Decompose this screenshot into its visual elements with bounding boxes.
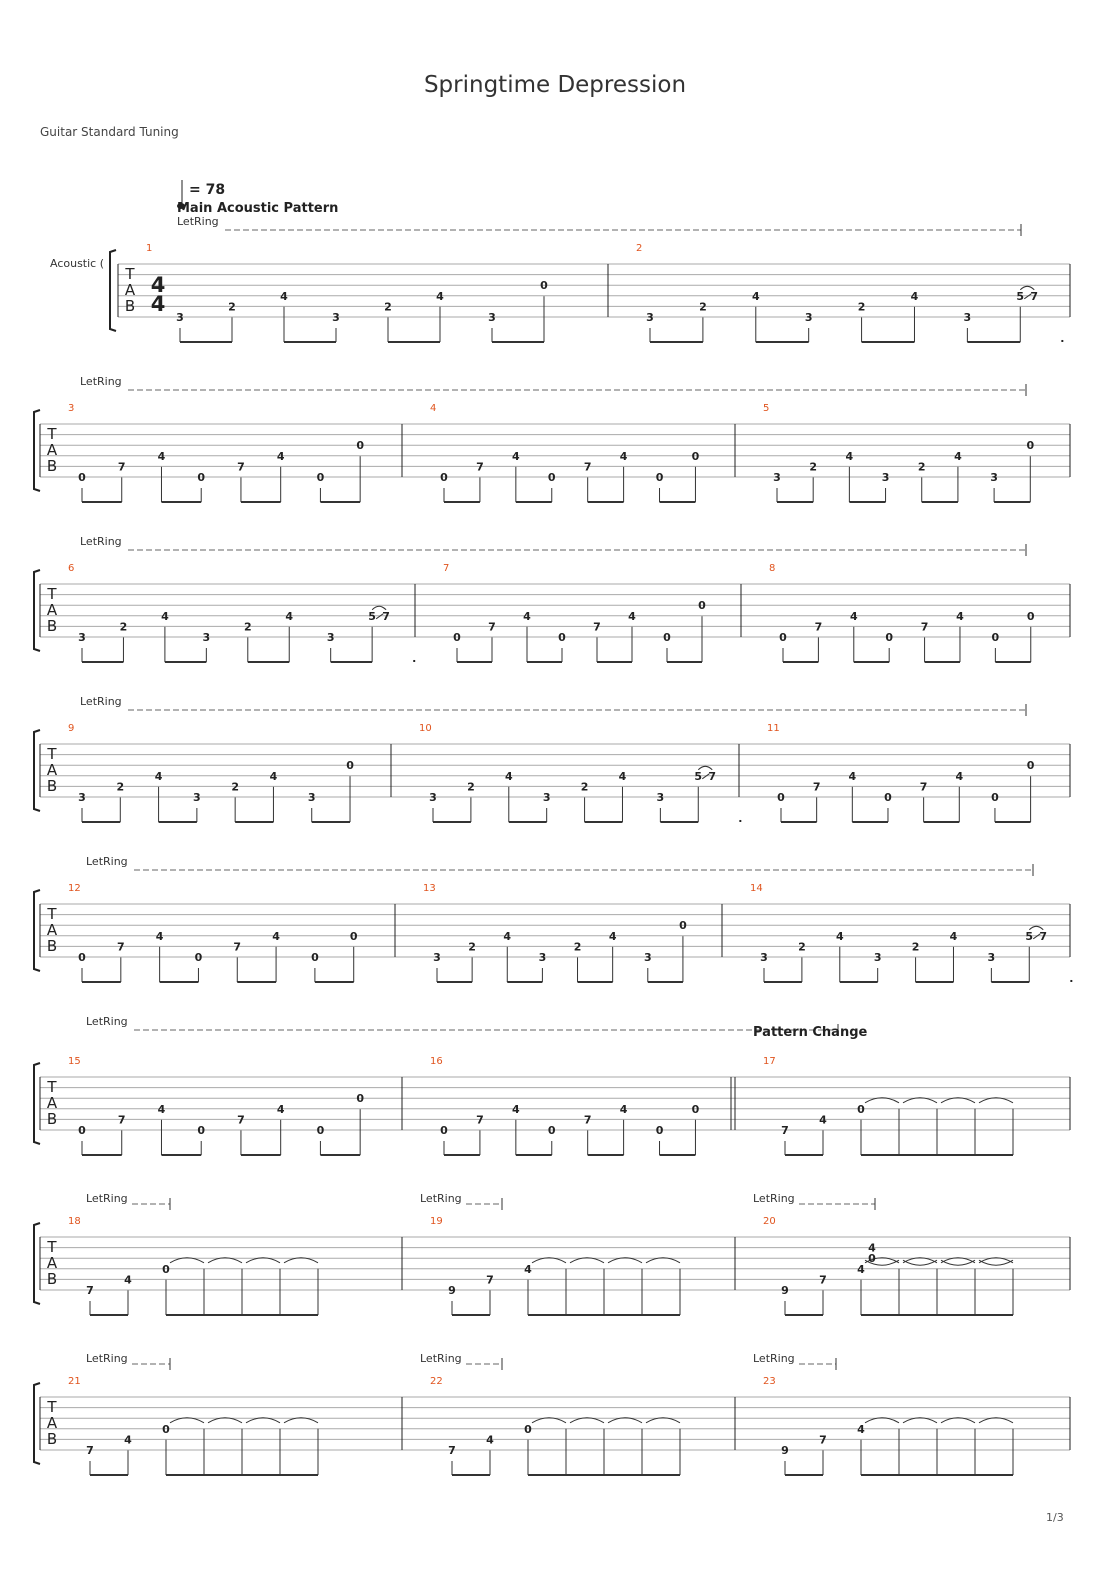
- tab-clef-letter: A: [46, 921, 58, 939]
- fret-number: 4: [619, 1102, 628, 1116]
- let-ring-label: LetRing: [80, 695, 122, 708]
- fret-number: 3: [193, 791, 201, 804]
- let-ring-label: LetRing: [420, 1192, 462, 1205]
- fret-number: 4: [954, 449, 962, 463]
- fret-number: 0: [316, 1124, 325, 1137]
- fret-number: 0: [991, 631, 1000, 644]
- fret-number: 7: [117, 460, 126, 474]
- fret-number: 4: [955, 769, 964, 783]
- fret-number: 3: [873, 951, 882, 964]
- song-title: Springtime Depression: [423, 72, 687, 98]
- tab-clef-letter: T: [47, 1238, 57, 1256]
- fret-number: 4: [157, 449, 166, 463]
- tab-clef-letter: B: [46, 1430, 58, 1448]
- fret-number: 3: [646, 311, 654, 324]
- fret-number: 7: [233, 940, 242, 954]
- page-number: 1/3: [1046, 1511, 1064, 1524]
- fret-number: 0: [1026, 759, 1035, 773]
- dot-mark: .: [412, 652, 417, 665]
- fret-number: 7: [819, 1433, 827, 1447]
- tab-clef-letter: B: [124, 297, 136, 315]
- fret-number: 2: [116, 780, 125, 794]
- fret-number: 4: [835, 929, 844, 943]
- let-ring-label: LetRing: [86, 855, 128, 868]
- fret-number: 9: [781, 1284, 789, 1297]
- fret-number: 3: [987, 951, 996, 964]
- fret-number: 2: [911, 940, 920, 954]
- fret-number: 3: [990, 471, 998, 484]
- fret-number: 7: [237, 1113, 245, 1127]
- fret-number: 0: [440, 471, 448, 484]
- fret-number: 2: [468, 940, 476, 954]
- fret-number: 0: [78, 471, 86, 484]
- fret-number: 5: [1016, 289, 1025, 303]
- measure-number: 10: [419, 723, 432, 734]
- system-bracket: [34, 410, 40, 491]
- let-ring-label: LetRing: [420, 1352, 462, 1365]
- fret-number: 4: [956, 609, 964, 623]
- system-bracket: [34, 570, 40, 651]
- let-ring-label: LetRing: [753, 1192, 795, 1205]
- fret-number: 4: [272, 929, 280, 943]
- fret-number: 4: [857, 1262, 865, 1276]
- tab-clef-letter: A: [46, 1254, 58, 1272]
- measure-number: 11: [767, 723, 780, 734]
- fret-number: 3: [78, 631, 86, 644]
- fret-number: 0: [194, 951, 203, 964]
- fret-number: 3: [643, 951, 652, 964]
- fret-number: 4: [819, 1113, 827, 1127]
- tab-clef-letter: T: [47, 905, 57, 923]
- dot-mark: .: [738, 812, 743, 825]
- tab-clef-letter: B: [46, 617, 58, 635]
- fret-number: 4: [628, 609, 636, 623]
- fret-number: 0: [1026, 439, 1035, 453]
- fret-number: 9: [448, 1284, 456, 1297]
- fret-number: 3: [326, 631, 335, 644]
- fret-number: 3: [804, 311, 813, 324]
- fret-number: 0: [311, 951, 319, 964]
- fret-number: 7: [919, 780, 928, 794]
- measure-number: 23: [763, 1376, 776, 1387]
- fret-number: 2: [917, 460, 926, 474]
- track-name: Acoustic (: [50, 257, 105, 270]
- let-ring-label: LetRing: [177, 215, 219, 228]
- fret-number: 0: [316, 471, 325, 484]
- tab-clef-letter: A: [124, 281, 136, 299]
- fret-number: 7: [814, 620, 823, 634]
- fret-number: 4: [486, 1433, 494, 1447]
- tie-arc: [941, 1260, 975, 1265]
- let-ring-label: LetRing: [86, 1015, 128, 1028]
- fret-number: 0: [540, 279, 548, 293]
- fret-number: 2: [231, 780, 239, 794]
- fret-number: 2: [580, 780, 589, 794]
- fret-number: 2: [573, 940, 582, 954]
- measure-number: 2: [636, 243, 643, 254]
- fret-number: 2: [228, 300, 236, 314]
- system-bracket: [110, 250, 116, 331]
- measure-number: 4: [430, 403, 437, 414]
- tab-clef-letter: T: [47, 1078, 57, 1096]
- fret-number: 3: [429, 791, 437, 804]
- fret-number: 7: [486, 1273, 494, 1287]
- fret-number: 4: [618, 769, 627, 783]
- fret-number: 3: [307, 791, 316, 804]
- fret-number: 7: [448, 1444, 456, 1457]
- tab-clef-letter: T: [47, 1398, 57, 1416]
- tempo-marking: = 78: [189, 182, 226, 198]
- fret-number: 4: [154, 769, 163, 783]
- fret-number: 3: [773, 471, 781, 484]
- tie-arc: [979, 1260, 1013, 1265]
- fret-number: 2: [798, 940, 806, 954]
- fret-number: 4: [280, 289, 288, 303]
- tab-clef-letter: B: [46, 937, 58, 955]
- fret-number: 4: [848, 769, 857, 783]
- measure-number: 21: [68, 1376, 81, 1387]
- fret-number: 7: [488, 620, 496, 634]
- fret-number: 4: [157, 1102, 166, 1116]
- fret-number: 4: [608, 929, 617, 943]
- measure-number: 15: [68, 1056, 81, 1067]
- fret-number: 3: [78, 791, 86, 804]
- fret-number: 7: [382, 609, 390, 623]
- fret-number: 0: [558, 631, 566, 644]
- fret-number: 7: [237, 460, 245, 474]
- measure-number: 22: [430, 1376, 443, 1387]
- fret-number: 4: [155, 929, 164, 943]
- measure-number: 5: [763, 403, 770, 414]
- fret-number: 0: [663, 631, 671, 644]
- time-signature-top: 4: [150, 273, 166, 297]
- fret-number: 7: [812, 780, 821, 794]
- tab-clef-letter: B: [46, 777, 58, 795]
- measure-number: 12: [68, 883, 81, 894]
- fret-number: 3: [542, 791, 551, 804]
- dot-mark: .: [1069, 972, 1074, 985]
- fret-number: 4: [124, 1273, 132, 1287]
- tie-arc: [903, 1260, 937, 1265]
- fret-number: 0: [78, 1124, 86, 1137]
- measure-number: 20: [763, 1216, 776, 1227]
- fret-number: 4: [124, 1433, 132, 1447]
- system-bracket: [34, 890, 40, 971]
- fret-number: 0: [884, 791, 892, 804]
- fret-number: 4: [910, 289, 919, 303]
- fret-number: 0: [698, 599, 706, 613]
- fret-number: 7: [593, 620, 601, 634]
- fret-number: 9: [781, 1444, 789, 1457]
- fret-number: 3: [202, 631, 211, 644]
- fret-number: 5: [368, 609, 376, 623]
- fret-number: 4: [512, 1102, 520, 1116]
- system-bracket: [34, 1063, 40, 1144]
- fret-number: 4: [276, 1102, 285, 1116]
- fret-number: 0: [547, 1124, 556, 1137]
- fret-number: 3: [433, 951, 441, 964]
- tab-clef-letter: T: [47, 585, 57, 603]
- system-bracket: [34, 730, 40, 811]
- fret-number: 7: [476, 460, 484, 474]
- fret-number: 0: [440, 1124, 448, 1137]
- fret-number: 7: [86, 1444, 94, 1457]
- fret-number: 2: [857, 300, 866, 314]
- fret-number: 4: [523, 609, 531, 623]
- fret-number: 0: [356, 1092, 364, 1106]
- measure-number: 7: [443, 563, 450, 574]
- fret-number: 3: [881, 471, 890, 484]
- measure-number: 19: [430, 1216, 443, 1227]
- fret-number: 7: [819, 1273, 827, 1287]
- tab-clef-letter: B: [46, 457, 58, 475]
- measure-number: 16: [430, 1056, 443, 1067]
- fret-number: 0: [197, 1124, 206, 1137]
- tab-clef-letter: B: [46, 1110, 58, 1128]
- fret-number: 0: [691, 1102, 700, 1116]
- fret-number: 2: [809, 460, 818, 474]
- fret-number: 4: [845, 449, 854, 463]
- tab-clef-letter: A: [46, 441, 58, 459]
- fret-number: 4: [285, 609, 294, 623]
- let-ring-label: LetRing: [86, 1352, 128, 1365]
- fret-number: 4: [849, 609, 858, 623]
- section-label: Main Acoustic Pattern: [177, 201, 339, 216]
- fret-number: 4: [524, 1262, 532, 1276]
- tuning-label: Guitar Standard Tuning: [40, 125, 179, 139]
- tab-clef-letter: A: [46, 601, 58, 619]
- fret-number: 7: [117, 1113, 126, 1127]
- fret-number: 0: [991, 791, 999, 804]
- fret-number: 4: [857, 1422, 865, 1436]
- fret-number: 0: [547, 471, 556, 484]
- fret-number: 0: [779, 631, 787, 644]
- fret-number: 3: [488, 311, 496, 324]
- fret-number: 0: [197, 471, 206, 484]
- fret-number: 3: [656, 791, 665, 804]
- dot-mark: .: [1060, 332, 1065, 345]
- fret-number: 3: [963, 311, 972, 324]
- let-ring-label: LetRing: [86, 1192, 128, 1205]
- fret-number: 3: [760, 951, 768, 964]
- fret-number: 7: [86, 1284, 94, 1297]
- fret-number: 0: [453, 631, 461, 644]
- fret-number: 0: [885, 631, 894, 644]
- time-signature-bottom: 4: [150, 292, 166, 316]
- fret-number: 0: [162, 1422, 170, 1436]
- measure-number: 14: [750, 883, 763, 894]
- tab-clef-letter: A: [46, 1094, 58, 1112]
- let-ring-label: LetRing: [80, 375, 122, 388]
- tab-clef-letter: T: [125, 265, 135, 283]
- fret-number: 2: [119, 620, 128, 634]
- measure-number: 8: [769, 563, 776, 574]
- fret-number: 2: [384, 300, 392, 314]
- let-ring-label: LetRing: [80, 535, 122, 548]
- tab-clef-letter: A: [46, 1414, 58, 1432]
- fret-number: 4: [512, 449, 520, 463]
- fret-number: 4: [504, 769, 513, 783]
- fret-number: 7: [781, 1124, 789, 1137]
- fret-number: 7: [708, 769, 717, 783]
- section-label: Pattern Change: [753, 1025, 868, 1040]
- measure-number: 6: [68, 563, 75, 574]
- tab-clef-letter: T: [47, 745, 57, 763]
- fret-number: 4: [619, 449, 628, 463]
- fret-number: 7: [583, 460, 592, 474]
- fret-number: 0: [162, 1262, 170, 1276]
- fret-number: 0: [356, 439, 364, 453]
- measure-number: 18: [68, 1216, 81, 1227]
- fret-number: 2: [699, 300, 707, 314]
- fret-number: 7: [1039, 929, 1048, 943]
- fret-number: 4: [269, 769, 278, 783]
- fret-number: 2: [467, 780, 475, 794]
- tab-clef-letter: B: [46, 1270, 58, 1288]
- fret-number: 7: [476, 1113, 484, 1127]
- system-bracket: [34, 1383, 40, 1464]
- fret-number: 7: [1030, 289, 1039, 303]
- measure-number: 13: [423, 883, 436, 894]
- fret-number: 4: [868, 1241, 876, 1255]
- fret-number: 0: [655, 1124, 664, 1137]
- fret-number: 5: [694, 769, 703, 783]
- fret-number: 4: [503, 929, 512, 943]
- fret-number: 0: [777, 791, 785, 804]
- fret-number: 0: [857, 1102, 865, 1116]
- fret-number: 7: [920, 620, 929, 634]
- measure-number: 9: [68, 723, 75, 734]
- fret-number: 0: [679, 919, 687, 933]
- measure-number: 1: [146, 243, 153, 254]
- fret-number: 4: [161, 609, 169, 623]
- fret-number: 7: [583, 1113, 592, 1127]
- tab-clef-letter: T: [47, 425, 57, 443]
- fret-number: 5: [1025, 929, 1034, 943]
- fret-number: 0: [868, 1252, 876, 1266]
- fret-number: 0: [655, 471, 664, 484]
- fret-number: 3: [538, 951, 547, 964]
- measure-number: 3: [68, 403, 75, 414]
- measure-number: 17: [763, 1056, 776, 1067]
- fret-number: 4: [436, 289, 444, 303]
- fret-number: 0: [1026, 609, 1035, 623]
- fret-number: 0: [524, 1422, 532, 1436]
- fret-number: 0: [349, 929, 358, 943]
- fret-number: 3: [176, 311, 184, 324]
- fret-number: 4: [949, 929, 958, 943]
- fret-number: 0: [78, 951, 86, 964]
- tab-clef-letter: A: [46, 761, 58, 779]
- fret-number: 4: [276, 449, 285, 463]
- let-ring-label: LetRing: [753, 1352, 795, 1365]
- fret-number: 3: [332, 311, 340, 324]
- fret-number: 4: [751, 289, 760, 303]
- fret-number: 0: [346, 759, 354, 773]
- system-bracket: [34, 1223, 40, 1304]
- fret-number: 2: [243, 620, 252, 634]
- fret-number: 0: [691, 449, 700, 463]
- fret-number: 7: [116, 940, 125, 954]
